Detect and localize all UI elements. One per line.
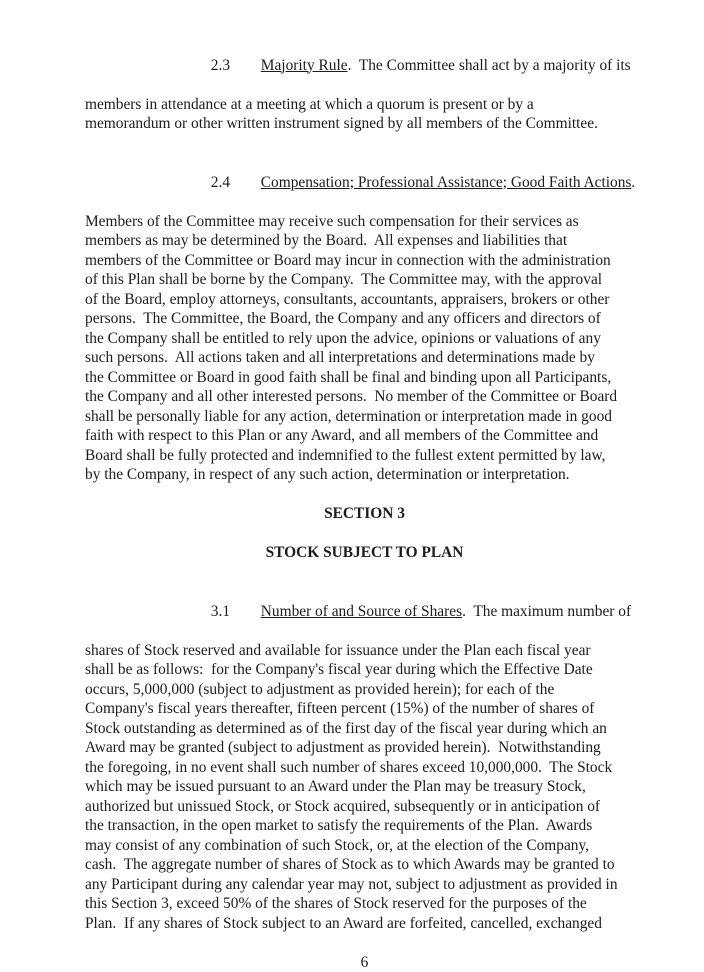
paragraph-first-line: [85, 582, 644, 641]
text-line: shall be personally liable for any action, determination or interpretation made in good: [85, 407, 644, 427]
text-line: the Company shall be entitled to rely upon the advice, opinions or valuations of any: [85, 329, 644, 349]
text-line: this Section 3, exceed 50% of the shares of Stock reserved for the purposes of the: [85, 894, 644, 914]
text-line: Award may be granted (subject to adjustment as provided herein). Notwithstanding: [85, 738, 644, 758]
text-line: shall be as follows: for the Company's fiscal year during which the Effective Date: [85, 660, 644, 680]
text-line: the Committee or Board in good faith shall be final and binding upon all Participants,: [85, 368, 644, 388]
text-line: of the Board, employ attorneys, consultants, accountants, appraisers, brokers or other: [85, 290, 644, 310]
paragraph-shares: [85, 582, 644, 933]
text-line: Members of the Committee may receive such compensation for their services as: [85, 212, 644, 232]
text-line: Plan. If any shares of Stock subject to an Award are forfeited, cancelled, exchanged: [85, 914, 644, 934]
section-number: 2.4: [211, 173, 261, 193]
paragraph-lines: [85, 95, 644, 134]
paragraph-text: . The Committee shall act by a majority of its: [348, 57, 631, 74]
text-line: members as may be determined by the Board. All expenses and liabilities that: [85, 231, 644, 251]
paragraph-first-line: [85, 153, 644, 212]
section-number: 3.1: [211, 602, 261, 622]
paragraph-lines: [85, 212, 644, 485]
text-line: cash. The aggregate number of shares of Stock as to which Awards may be granted to: [85, 855, 644, 875]
section-3-heading: SECTION 3: [85, 504, 644, 524]
section-title-underlined: Compensation; Professional Assistance; Good Faith Actions: [261, 174, 632, 191]
text-line: which may be issued pursuant to an Award under the Plan may be treasury Stock,: [85, 777, 644, 797]
text-line: such persons. All actions taken and all interpretations and determinations made by: [85, 348, 644, 368]
text-line: Company's fiscal years thereafter, fifteen percent (15%) of the number of shares of: [85, 699, 644, 719]
text-line: any Participant during any calendar year may not, subject to adjustment as provided in: [85, 875, 644, 895]
text-line: the Company and all other interested persons. No member of the Committee or Board: [85, 387, 644, 407]
text-line: authorized but unissued Stock, or Stock acquired, subsequently or in anticipation of: [85, 797, 644, 817]
paragraph-compensation: [85, 153, 644, 485]
text-line: persons. The Committee, the Board, the Company and any officers and directors of: [85, 309, 644, 329]
section-title-underlined: Majority Rule: [261, 57, 348, 74]
paragraph-majority-rule: [85, 36, 644, 134]
paragraph-first-line: [85, 36, 644, 95]
text-line: shares of Stock reserved and available for issuance under the Plan each fiscal year: [85, 641, 644, 661]
page-number: 6: [85, 953, 644, 972]
paragraph-text: . The maximum number of: [462, 603, 631, 620]
text-line: the transaction, in the open market to satisfy the requirements of the Plan. Awards: [85, 816, 644, 836]
text-line: by the Company, in respect of any such action, determination or interpretation.: [85, 465, 644, 485]
text-line: members in attendance at a meeting at which a quorum is present or by a: [85, 95, 644, 115]
text-line: of this Plan shall be borne by the Company. The Committee may, with the approval: [85, 270, 644, 290]
text-line: faith with respect to this Plan or any Award, and all members of the Committee and: [85, 426, 644, 446]
paragraph-text: .: [631, 174, 635, 191]
text-line: may consist of any combination of such Stock, or, at the election of the Company,: [85, 836, 644, 856]
text-line: Board shall be fully protected and indemnified to the fullest extent permitted by law,: [85, 446, 644, 466]
text-line: occurs, 5,000,000 (subject to adjustment as provided herein); for each of the: [85, 680, 644, 700]
text-line: members of the Committee or Board may incur in connection with the administration: [85, 251, 644, 271]
section-number: 2.3: [211, 56, 261, 76]
section-title-underlined: Number of and Source of Shares: [261, 603, 462, 620]
text-line: memorandum or other written instrument signed by all members of the Committee.: [85, 114, 644, 134]
paragraph-lines: [85, 641, 644, 934]
text-line: the foregoing, in no event shall such number of shares exceed 10,000,000. The Stock: [85, 758, 644, 778]
text-line: Stock outstanding as determined as of the first day of the fiscal year during which an: [85, 719, 644, 739]
stock-subject-to-plan-heading: STOCK SUBJECT TO PLAN: [85, 543, 644, 563]
